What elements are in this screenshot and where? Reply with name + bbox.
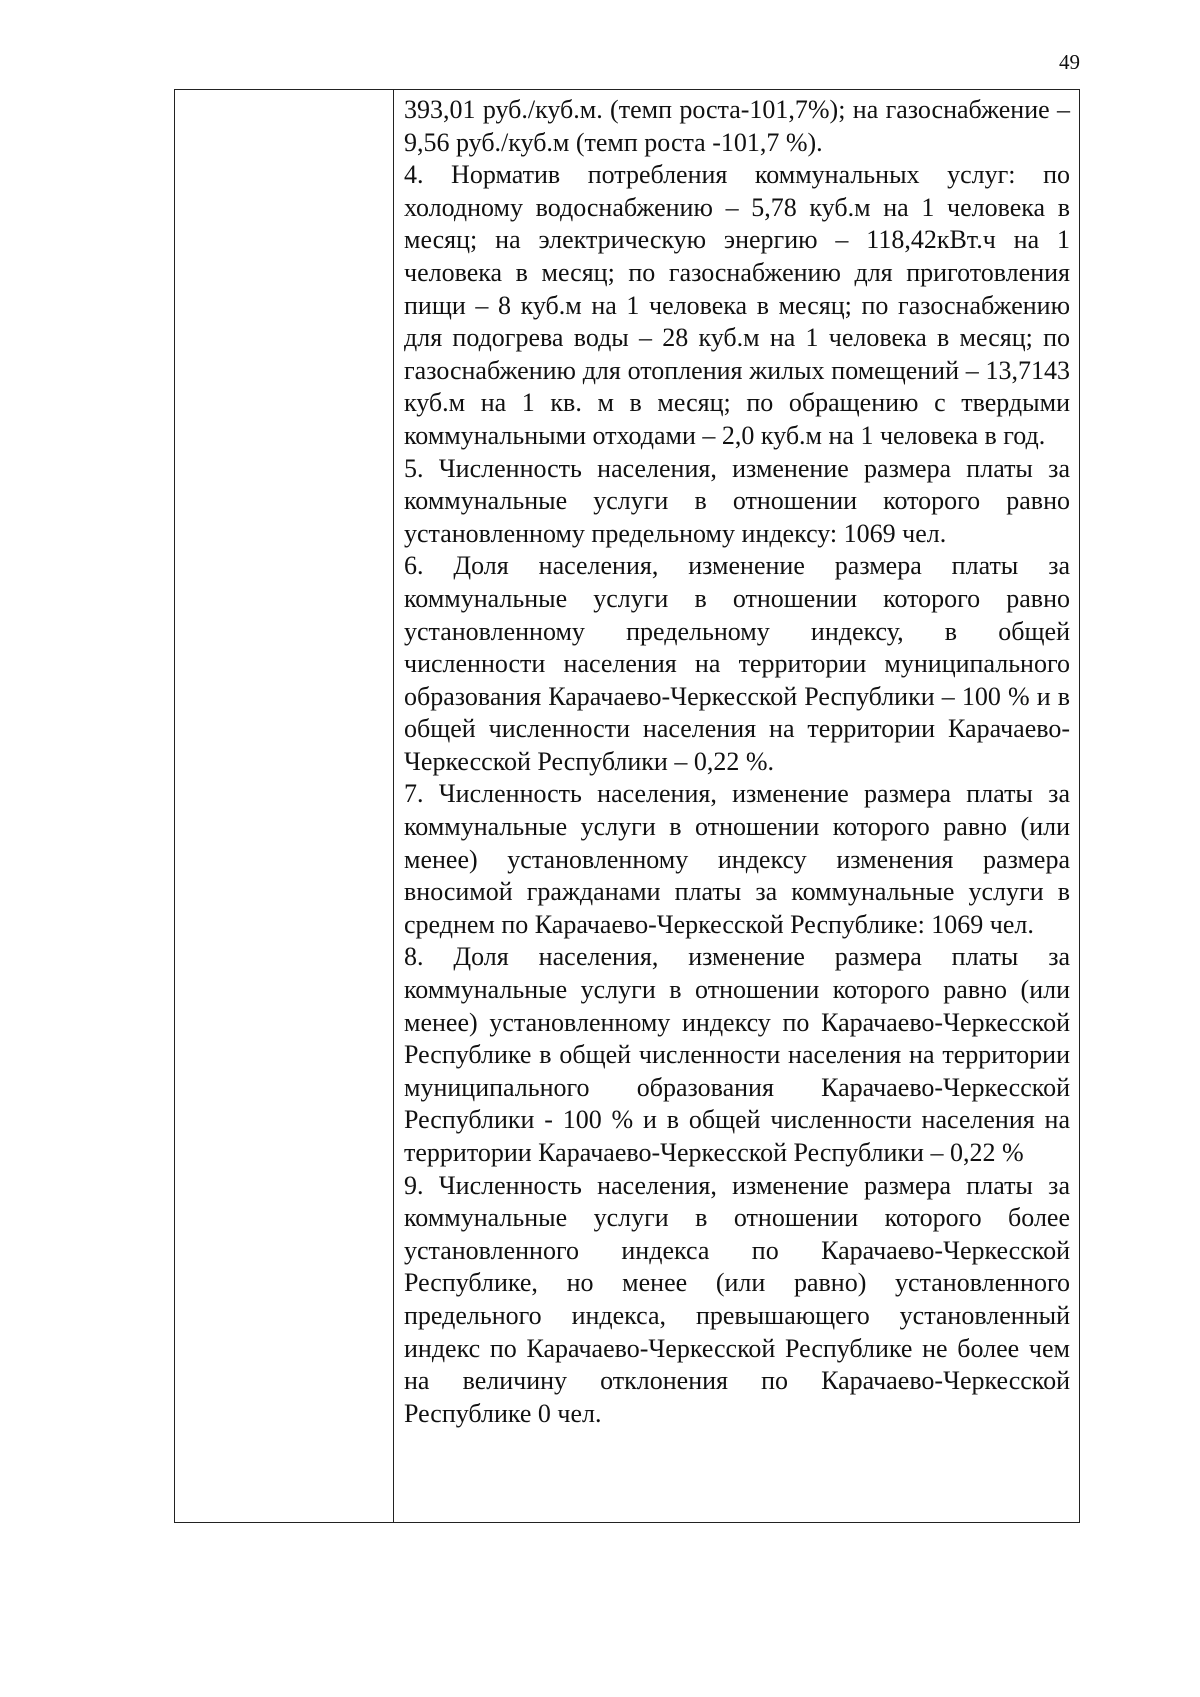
table-left-cell [175, 90, 394, 1522]
paragraph-item-4: 4. Норматив потребления коммунальных услуг: по холодному водоснабжению – 5,78 куб.м на 1 человека в месяц; на электрическую энергию – 118,42кВт.ч на 1 человека в месяц; по газоснабжению для приготовления пищи – 8 куб.м на 1 человека в месяц; по газоснабжению для подогрева воды – 28 куб.м на 1 человека в месяц; по газоснабжению для отопления жилых помещений – 13,7143 куб.м на 1 кв. м в месяц; по обращению с твердыми коммунальными отходами – 2,0 куб.м на 1 человека в год. [404, 160, 1070, 450]
paragraph-tariff-continuation: 393,01 руб./куб.м. (темп роста-101,7%); на газоснабжение – 9,56 руб./куб.м (темп роста -101,7 %). [404, 95, 1070, 157]
paragraph-item-5: 5. Численность населения, изменение размера платы за коммунальные услуги в отношении которого равно установленному предельному индексу: 1069 чел. [404, 453, 1070, 548]
table-right-cell [394, 90, 1079, 1522]
paragraph-item-8: 8. Доля населения, изменение размера платы за коммунальные услуги в отношении которого равно (или менее) установленному индексу по Карачаево-Черкесской Республике в общей численности населения на территории муниципального образования Карачаево-Черкесской Республики - 100 % и в общей численности населения на территории Карачаево-Черкесской Республики – 0,22 % [404, 942, 1070, 1167]
page-number: 49 [1059, 50, 1080, 74]
document-table [174, 89, 1080, 1523]
paragraph-item-7: 7. Численность населения, изменение размера платы за коммунальные услуги в отношении которого равно (или менее) установленному индексу изменения размера вносимой гражданами платы за коммунальные услуги в среднем по Карачаево-Черкесской Республике: 1069 чел. [404, 779, 1070, 939]
paragraph-item-6: 6. Доля населения, изменение размера платы за коммунальные услуги в отношении которого равно установленному предельному индексу, в общей численности населения на территории муниципального образования Карачаево-Черкесской Республики – 100 % и в общей численности населения на территории Карачаево-Черкесской Республики – 0,22 %. [404, 551, 1070, 776]
paragraph-item-9: 9. Численность населения, изменение размера платы за коммунальные услуги в отношении которого более установленного индекса по Карачаево-Черкесской Республике, но менее (или равно) установленного предельного индекса, превышающего установленный индекс по Карачаево-Черкесской Республике не более чем на величину отклонения по Карачаево-Черкесской Республике 0 чел. [404, 1170, 1070, 1428]
